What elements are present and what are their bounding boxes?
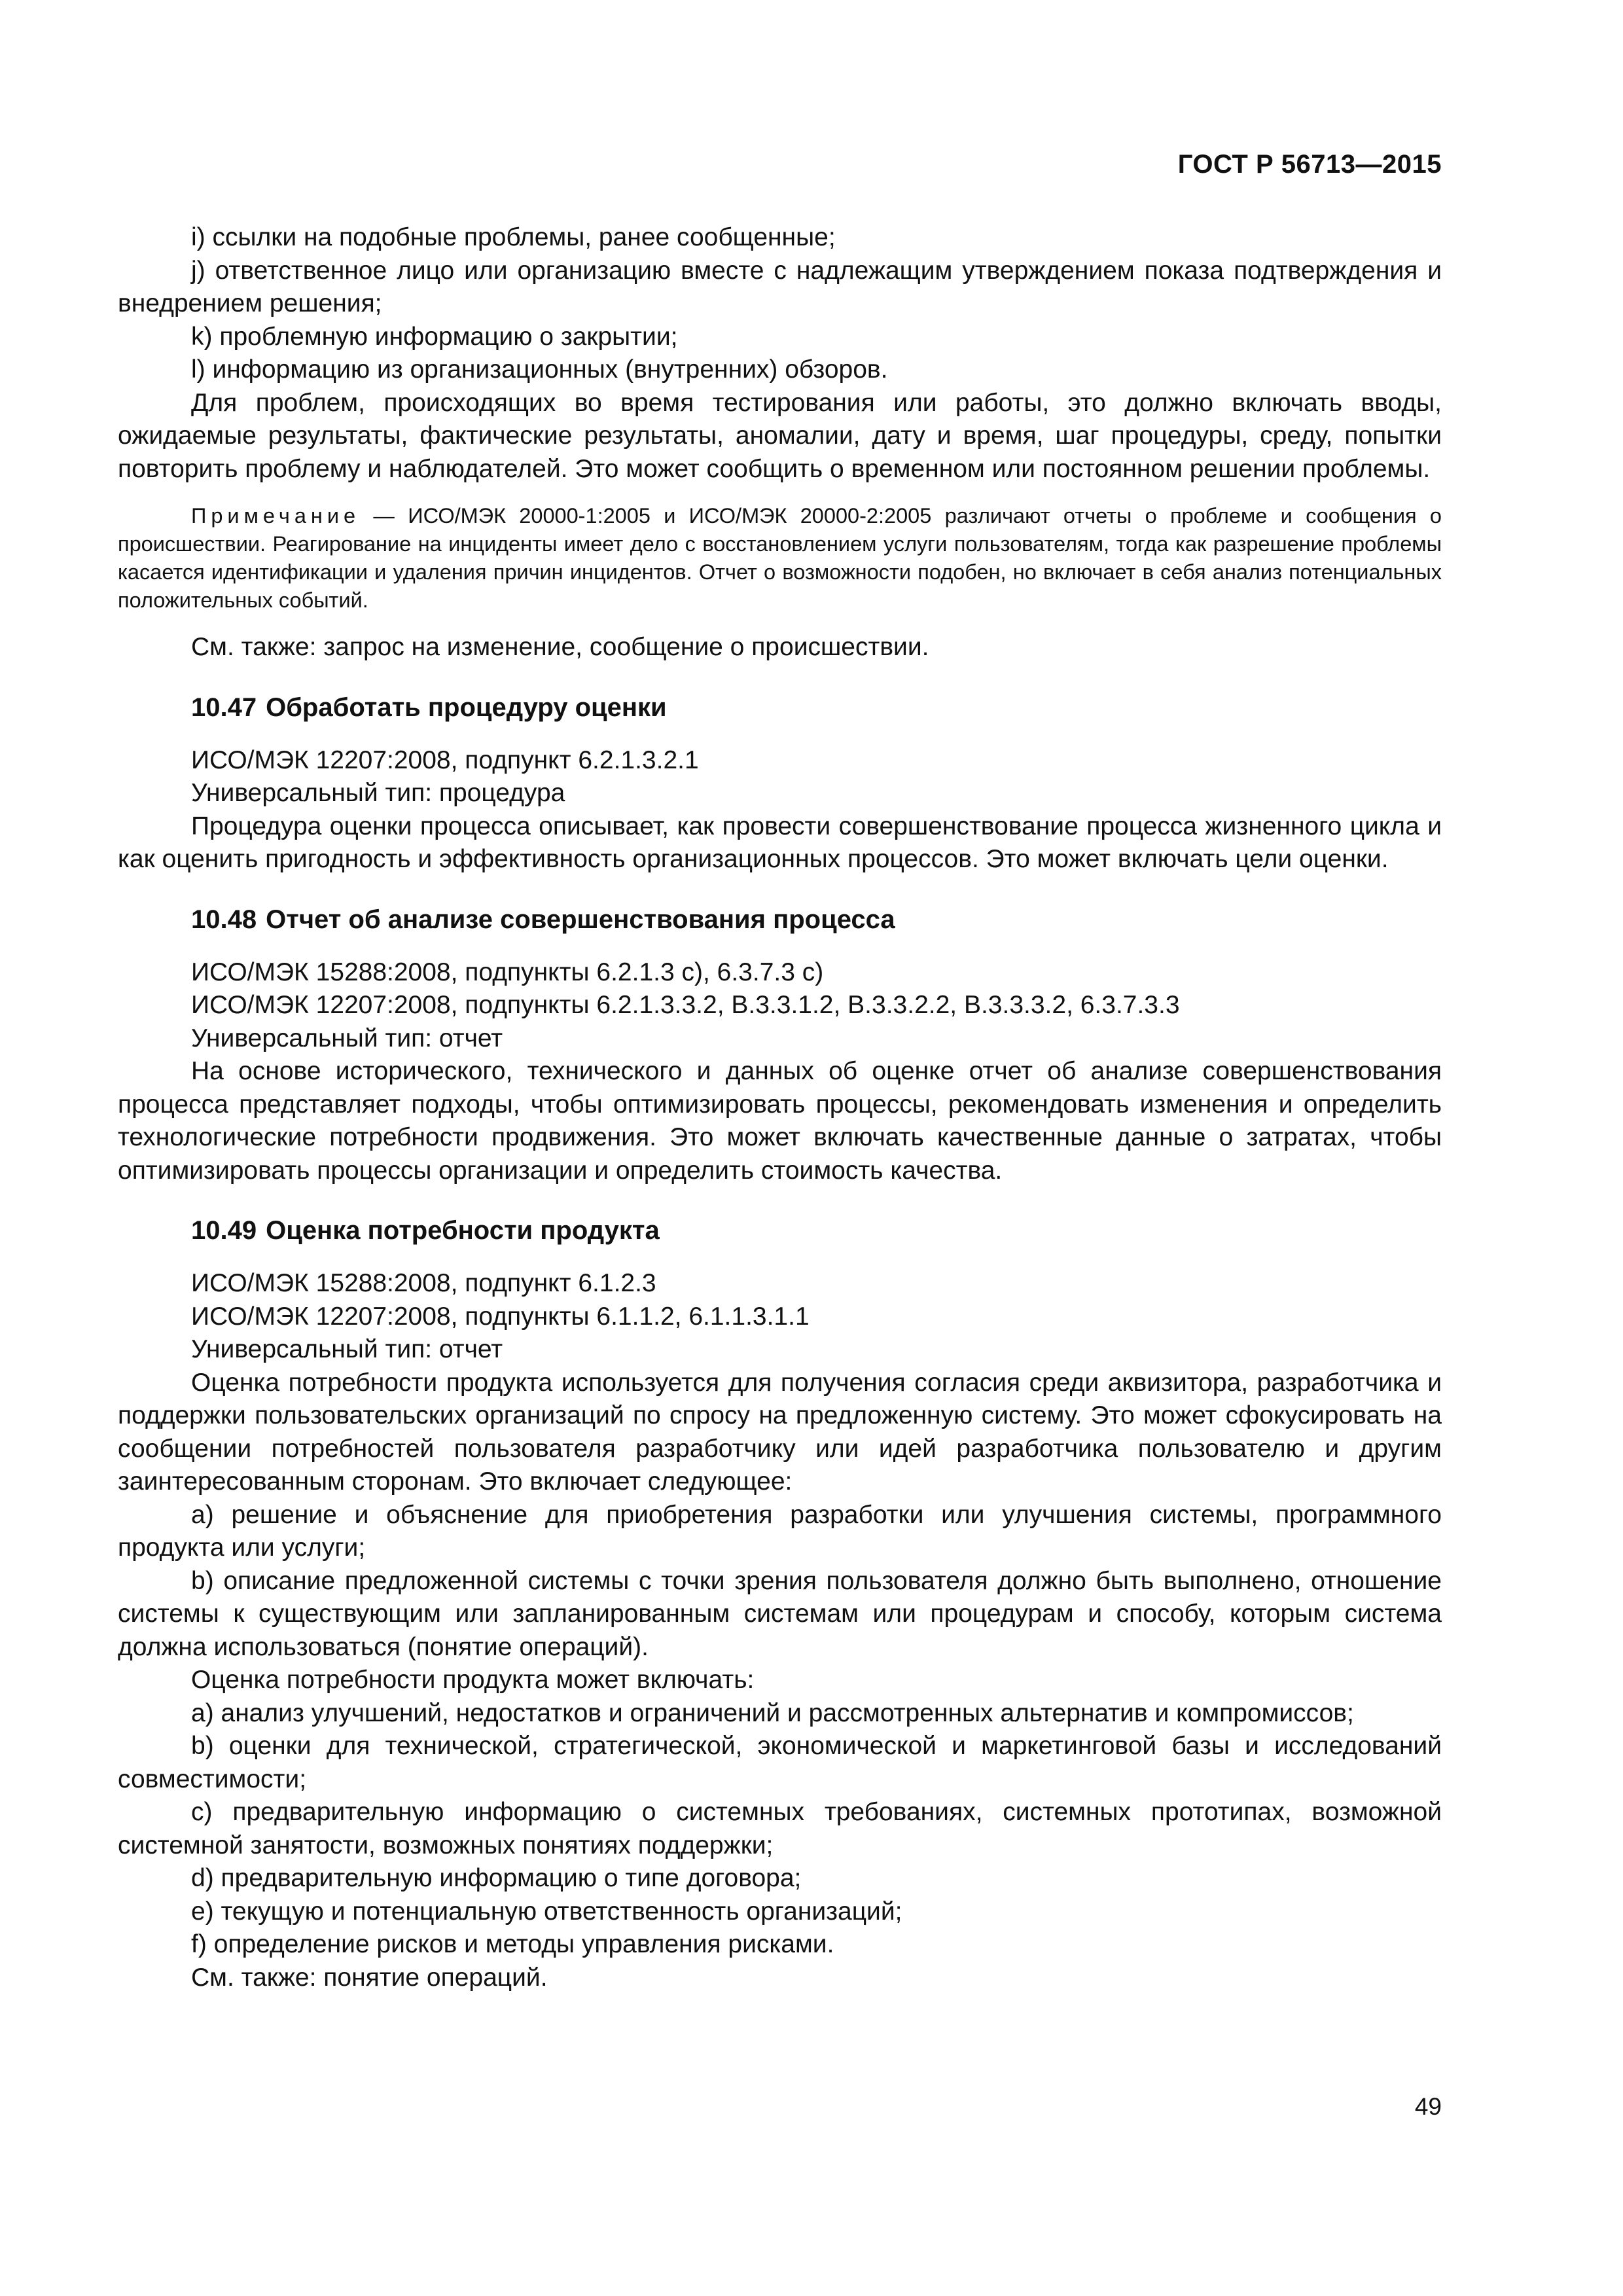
section-number: 10.48: [191, 905, 257, 934]
section-heading-10-47: [118, 691, 1442, 725]
type-line: Универсальный тип: отчет: [191, 1024, 503, 1052]
list-item: а) решение и объяснение для приобретения разработки или улучшения системы, программного продукта или услуги;: [118, 1500, 1442, 1562]
body-paragraph: Процедура оценки процесса описывает, как провести совершенствование процесса жизненного цикла и как оценить пригодность и эффективность организационных процессов. Это может включать цели оценки.: [118, 812, 1442, 873]
list-item-l: l) информацию из организационных (внутренних) обзоров.: [191, 355, 888, 384]
section-number: 10.49: [191, 1216, 257, 1245]
reference-line: ИСО/МЭК 12207:2008, подпункт 6.2.1.3.2.1: [191, 745, 699, 774]
list-item-i: i) ссылки на подобные проблемы, ранее сообщенные;: [191, 223, 836, 251]
list-item-j: j) ответственное лицо или организацию вместе с надлежащим утверждением показа подтверждения и внедрением решения;: [118, 256, 1442, 317]
section-title: Обработать процедуру оценки: [266, 692, 667, 722]
list-item: b) оценки для технической, стратегической, экономической и маркетинговой базы и исследований совместимости;: [118, 1732, 1442, 1793]
body-paragraph: На основе исторического, технического и данных об оценке отчет об анализе совершенствования процесса представляет подходы, чтобы оптимизировать процессы, рекомендовать изменения и определить технологические потребности продвижения. Это может включать качественные данные о затратах, чтобы оптимизировать процессы организации и определить стоимость качества.: [118, 1057, 1442, 1185]
body-paragraph: Оценка потребности продукта может включать:: [191, 1666, 755, 1694]
list-item-k: k) проблемную информацию о закрытии;: [191, 322, 678, 351]
section-number: 10.47: [191, 692, 257, 722]
note-label: Примечание: [191, 504, 361, 528]
document-id-header: ГОСТ Р 56713—2015: [1177, 150, 1442, 179]
body-paragraph: Для проблем, происходящих во время тестирования или работы, это должно включать вводы, ожидаемые результаты, фактические результаты, аномалии, дату и время, шаг процедуры, среду, попытки повторить проблему и наблюдателей. Это может сообщить о временном или постоянном решении проблемы.: [118, 388, 1442, 483]
section-heading-10-49: [118, 1213, 1442, 1247]
list-item: е) текущую и потенциальную ответственность организаций;: [191, 1897, 902, 1926]
list-item: а) анализ улучшений, недостатков и ограничений и рассмотренных альтернатив и компромиссов;: [191, 1698, 1354, 1727]
type-line: Универсальный тип: отчет: [191, 1335, 503, 1363]
note-paragraph: [118, 502, 1442, 615]
note-dash: —: [373, 504, 395, 528]
page-content: [118, 221, 1442, 1994]
list-item: d) предварительную информацию о типе договора;: [191, 1864, 802, 1892]
note-text: ИСО/МЭК 20000-1:2005 и ИСО/МЭК 20000-2:2005 различают отчеты о проблеме и сообщения о происшествии. Реагирование на инциденты имеет дело с восстановлением услуги пользователям, тогда как разрешение проблемы касается идентификации и удаления причин инцидентов. Отчет о возможности подобен, но включает в себя анализ потенциальных положительных событий.: [118, 504, 1442, 612]
body-paragraph: Оценка потребности продукта используется для получения согласия среди аквизитора, разработчика и поддержки пользовательских организаций по спросу на предложенную систему. Это может сфокусировать на сообщении потребностей пользователя разработчику или идей разработчика пользователю и другим заинтересованным сторонам. Это включает следующее:: [118, 1368, 1442, 1496]
reference-line: ИСО/МЭК 12207:2008, подпункты 6.1.1.2, 6.1.1.3.1.1: [191, 1302, 810, 1331]
list-item: b) описание предложенной системы с точки зрения пользователя должно быть выполнено, отношение системы к существующим или запланированным системам или процедурам и способу, которым система должна использоваться (понятие операций).: [118, 1566, 1442, 1661]
section-heading-10-48: [118, 903, 1442, 937]
page-number: 49: [1414, 2093, 1442, 2120]
list-item: с) предварительную информацию о системных требованиях, системных прототипах, возможной системной занятости, возможных понятиях поддержки;: [118, 1798, 1442, 1859]
reference-line: ИСО/МЭК 12207:2008, подпункты 6.2.1.3.3.2, В.3.3.1.2, В.3.3.2.2, В.3.3.3.2, 6.3.7.3.3: [191, 991, 1180, 1019]
see-also-paragraph: См. также: понятие операций.: [191, 1963, 548, 1992]
section-title: Оценка потребности продукта: [266, 1216, 660, 1245]
type-line: Универсальный тип: процедура: [191, 779, 565, 807]
section-title: Отчет об анализе совершенствования процесса: [266, 905, 895, 934]
see-also-paragraph: См. также: запрос на изменение, сообщение о происшествии.: [191, 633, 929, 661]
reference-line: ИСО/МЭК 15288:2008, подпункты 6.2.1.3 с), 6.3.7.3 с): [191, 958, 824, 986]
list-item: f) определение рисков и методы управления рисками.: [191, 1930, 834, 1958]
reference-line: ИСО/МЭК 15288:2008, подпункт 6.1.2.3: [191, 1269, 656, 1297]
